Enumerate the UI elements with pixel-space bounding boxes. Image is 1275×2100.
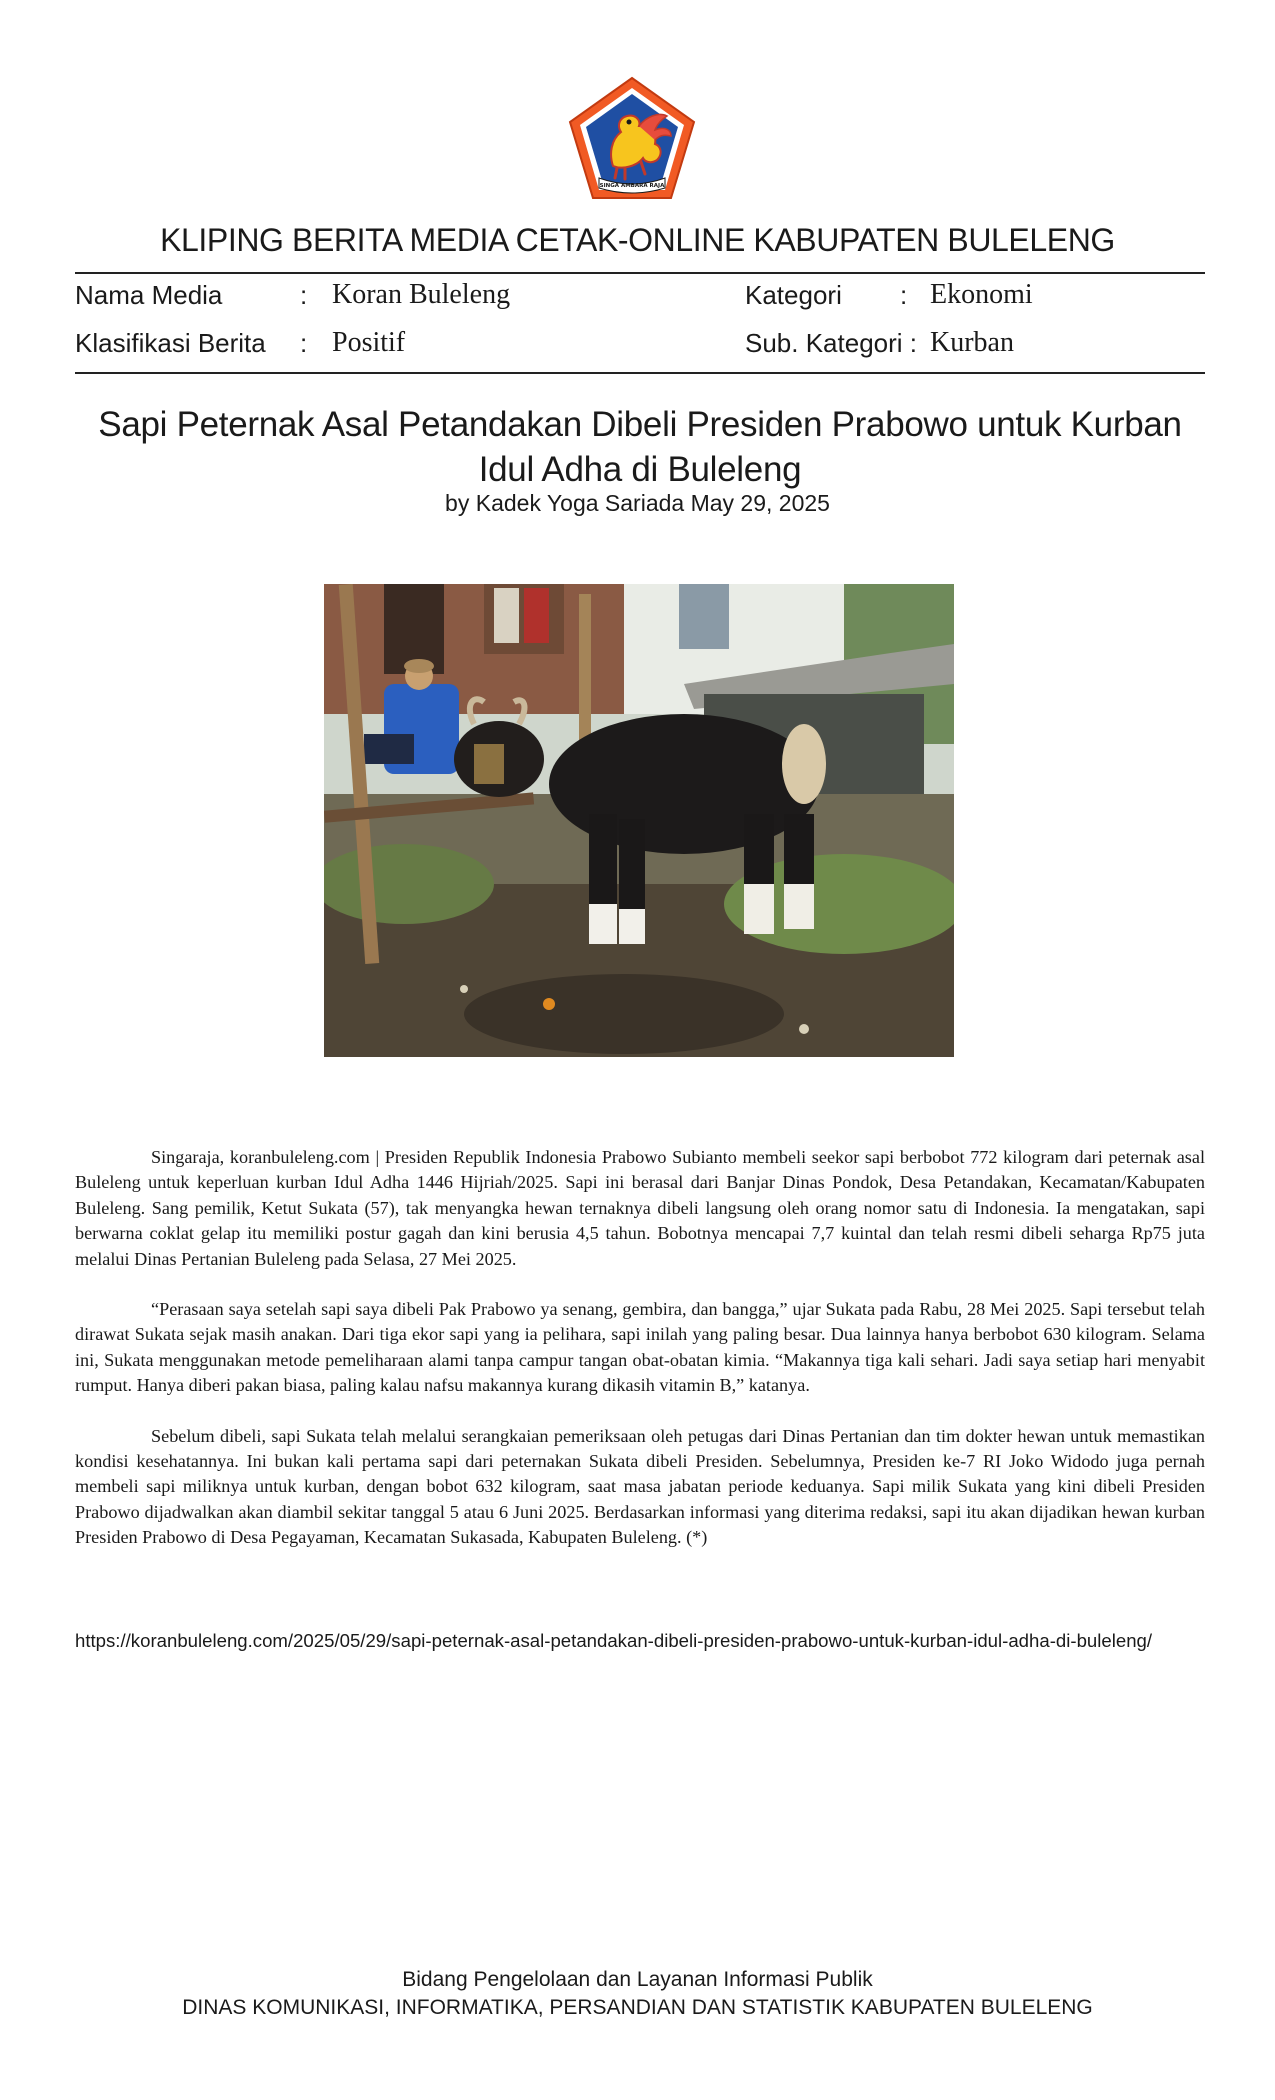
classification-label: Klasifikasi Berita xyxy=(75,328,266,358)
clipping-header-title: KLIPING BERITA MEDIA CETAK-ONLINE KABUPATEN BULELENG xyxy=(160,222,1115,258)
article-paragraph: Singaraja, koranbuleleng.com | Presiden Republik Indonesia Prabowo Subianto membeli seekor sapi berbobot 772 kilogram dari peternak asal Buleleng untuk keperluan kurban Idul Adha 1446 Hijriah/2025. Sapi ini berasal dari Banjar Dinas Pondok, Desa Petandakan, Kecamatan/Kabupaten Buleleng. Sang pemilik, Ketut Sukata (57), tak menyangka hewan ternaknya dibeli langsung oleh orang nomor satu di Indonesia. Ia mengatakan, sapi berwarna coklat gelap itu memiliki postur gagah dan kini berusia 4,5 tahun. Bobotnya mencapai 7,7 kuintal dan telah resmi dibeli seharga Rp75 juta melalui Dinas Pertanian Buleleng pada Selasa, 27 Mei 2025. xyxy=(75,1147,1205,1269)
media-name-field xyxy=(75,280,222,311)
category-value: Ekonomi xyxy=(930,279,1033,310)
article-body xyxy=(75,1145,1205,1576)
sub-category-label: Sub. Kategori : xyxy=(745,328,917,358)
media-name-colon: : xyxy=(300,280,308,310)
article-photo-cow xyxy=(324,584,954,1057)
classification-colon: : xyxy=(300,328,308,358)
footer-department: Bidang Pengelolaan dan Layanan Informasi Publik xyxy=(402,1968,873,1991)
article-paragraph: “Perasaan saya setelah sapi saya dibeli Pak Prabowo ya senang, gembira, dan bangga,” ujar Sukata pada Rabu, 28 Mei 2025. Sapi tersebut telah dirawat Sukata sejak masih anakan. Dari tiga ekor sapi yang ia pelihara, sapi inilah yang paling besar. Dua lainnya hanya berbobot 630 kilogram. Selama ini, Sukata menggunakan metode pemeliharaan alami tanpa campur tangan obat-obatan kimia. “Makannya tiga kali sehari. Jadi saya setiap hari menyabit rumput. Hanya diberi pakan biasa, paling kalau nafsu makannya kurang dikasih vitamin B,” katanya. xyxy=(75,1299,1205,1396)
category-colon: : xyxy=(900,280,908,310)
footer-agency: DINAS KOMUNIKASI, INFORMATIKA, PERSANDIAN DAN STATISTIK KABUPATEN BULELENG xyxy=(182,1996,1093,2019)
sub-category-value: Kurban xyxy=(930,327,1014,358)
article-paragraph: Sebelum dibeli, sapi Sukata telah melalui serangkaian pemeriksaan oleh petugas dari Dinas Pertanian dan tim dokter hewan untuk memastikan kondisi kesehatannya. Ini bukan kali pertama sapi dari peternakan Sukata dibeli Presiden. Sebelumnya, Presiden ke-7 RI Joko Widodo juga pernah membeli sapi miliknya untuk kurban, dengan bobot 632 kilogram, saat masa jabatan periode keduanya. Sapi milik Sukata yang kini dibeli Presiden Prabowo dijadwalkan akan diambil sekitar tanggal 5 atau 6 Juni 2025. Berdasarkan informasi yang diterima redaksi, sapi itu akan dijadikan hewan kurban Presiden Prabowo di Desa Pegayaman, Kecamatan Sukasada, Kabupaten Buleleng. (*) xyxy=(75,1425,1205,1548)
header-bottom-rule xyxy=(75,372,1205,374)
classification-value: Positif xyxy=(332,327,406,358)
buleleng-emblem-logo xyxy=(565,74,699,202)
svg-text:SINGA AMBARA RAJA: SINGA AMBARA RAJA xyxy=(599,183,665,189)
classification-field xyxy=(75,328,266,359)
header-top-rule xyxy=(75,272,1205,274)
sub-category-field xyxy=(745,328,917,359)
article-byline: by Kadek Yoga Sariada May 29, 2025 xyxy=(445,490,830,516)
media-name-label: Nama Media xyxy=(75,280,223,310)
media-name-value: Koran Buleleng xyxy=(332,279,511,310)
source-link[interactable]: https://koranbuleleng.com/2025/05/29/sapi-peternak-asal-petandakan-dibeli-presiden-prabowo-untuk-kurban-idul-adha-di-buleleng/ xyxy=(75,1630,1153,1651)
category-label: Kategori xyxy=(745,280,842,310)
article-headline: Sapi Peternak Asal Petandakan Dibeli Presiden Prabowo untuk Kurban Idul Adha di Buleleng xyxy=(98,405,1182,489)
category-field xyxy=(745,280,842,311)
